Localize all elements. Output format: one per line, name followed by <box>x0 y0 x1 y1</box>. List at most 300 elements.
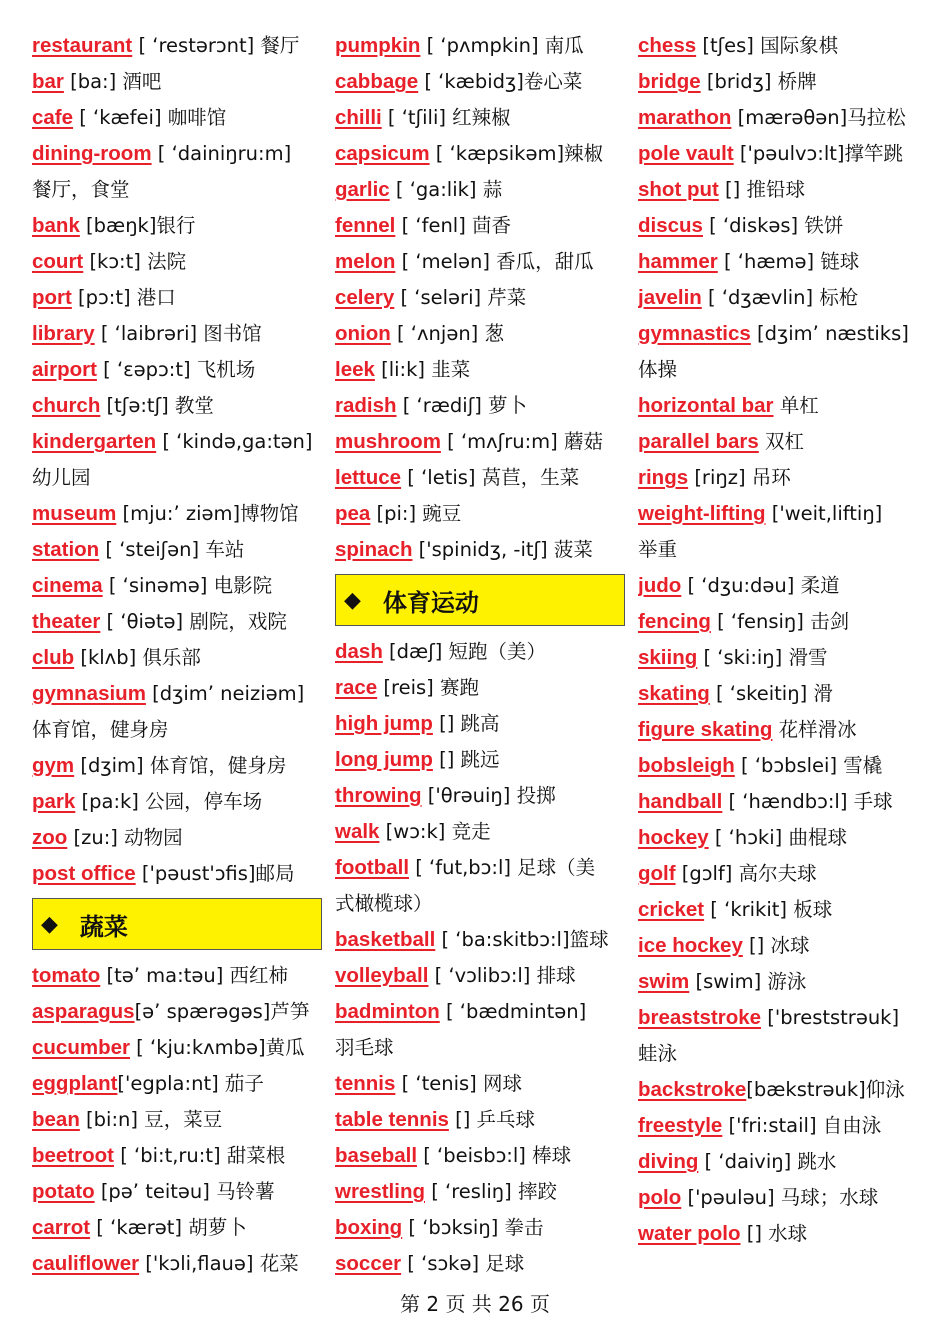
vocab-definition: [ ‘kæbidʒ]卷心菜 <box>418 70 583 93</box>
vocab-entry <box>638 928 928 964</box>
page-footer: 第 2 页 共 26 页 <box>400 1292 550 1316</box>
vocab-entry <box>638 568 928 604</box>
vocab-definition: [] 推铅球 <box>718 178 805 201</box>
vocab-definition: [ ‘bædmintən] <box>439 1000 587 1023</box>
vocab-definition: ['pəulvɔ:lt]撑竿跳 <box>733 142 903 165</box>
vocab-definition: [ ‘kæfei] 咖啡馆 <box>73 106 227 129</box>
vocab-entry <box>638 712 928 748</box>
vocab-definition: [ ‘kærət] 胡萝卜 <box>90 1216 247 1239</box>
vocab-word: breaststroke <box>638 1006 762 1029</box>
vocab-definition: [ ‘mʌʃru:m] 蘑菇 <box>440 430 603 453</box>
column-1 <box>32 28 322 1282</box>
col1b-list <box>32 958 322 1282</box>
vocab-definition: [ ‘ʌnjən] 葱 <box>390 322 504 345</box>
vocab-entry <box>638 640 928 676</box>
vocab-word: tomato <box>32 964 101 987</box>
vocab-definition: [ ‘seləri] 芹菜 <box>394 286 527 309</box>
vocab-word: discus <box>638 214 703 237</box>
vocab-definition: ['spinidʒ, -itʃ] 菠菜 <box>412 538 593 561</box>
vocab-definition: [ ‘ba:skitbɔ:l]篮球 <box>435 928 609 951</box>
vocab-entry <box>32 748 322 784</box>
vocab-word: pole vault <box>638 142 734 165</box>
vocab-definition-continued: 体育馆，健身房 <box>32 718 169 741</box>
vocab-word: church <box>32 394 101 417</box>
vocab-entry <box>32 958 322 994</box>
vocab-entry <box>335 670 625 706</box>
vocab-entry <box>335 388 625 424</box>
vocab-word: gymnasium <box>32 682 146 705</box>
vocab-entry <box>638 532 928 568</box>
vocab-word: museum <box>32 502 117 525</box>
vocab-entry <box>32 64 322 100</box>
vocab-definition: ['breststrəuk] <box>761 1006 900 1029</box>
vocab-definition: ['pəust'ɔfis]邮局 <box>135 862 295 885</box>
vocab-entry <box>32 856 322 892</box>
vocab-definition: [dʒim] 体育馆，健身房 <box>74 754 287 777</box>
vocab-entry <box>638 424 928 460</box>
vocab-definition: [ ‘melən] 香瓜，甜瓜 <box>395 250 594 273</box>
vocab-entry <box>638 280 928 316</box>
vocab-word: lettuce <box>335 466 402 489</box>
vocab-entry <box>32 352 322 388</box>
vocab-entry <box>638 208 928 244</box>
vocab-word: potato <box>32 1180 95 1203</box>
vocab-word: hockey <box>638 826 709 849</box>
vocab-definition: [ ‘steiʃən] 车站 <box>99 538 245 561</box>
vocab-entry <box>638 1000 928 1036</box>
vocab-definition: [] 冰球 <box>742 934 810 957</box>
vocab-word: beetroot <box>32 1144 114 1167</box>
vocab-entry <box>638 172 928 208</box>
vocab-word: golf <box>638 862 676 885</box>
vocab-word: handball <box>638 790 723 813</box>
vocab-definition: [ ‘θiətə] 剧院，戏院 <box>100 610 287 633</box>
vocab-definition: [reis] 赛跑 <box>377 676 479 699</box>
vocab-word: fencing <box>638 610 711 633</box>
vocab-definition: [klʌb] 俱乐部 <box>74 646 201 669</box>
vocab-entry <box>335 922 625 958</box>
vocab-word: melon <box>335 250 396 273</box>
vocab-word: figure skating <box>638 718 773 741</box>
vocab-entry <box>32 568 322 604</box>
col2b-list <box>335 634 625 1282</box>
vocab-entry <box>638 748 928 784</box>
vocab-entry <box>335 1066 625 1102</box>
diamond-bullet-icon: ◆ <box>344 587 361 613</box>
vocab-entry <box>335 496 625 532</box>
vocab-word: basketball <box>335 928 436 951</box>
vocab-entry <box>335 778 625 814</box>
vocab-definition: ['weit,liftiŋ] <box>765 502 883 525</box>
vocab-definition-continued: 餐厅，食堂 <box>32 178 130 201</box>
vocab-definition: [ ‘letis] 莴苣，生菜 <box>401 466 580 489</box>
vocab-word: restaurant <box>32 34 133 57</box>
vocab-word: kindergarten <box>32 430 157 453</box>
vocab-word: horizontal bar <box>638 394 774 417</box>
vocab-word: football <box>335 856 410 879</box>
vocab-definition: [ ‘dʒu:dəu] 柔道 <box>681 574 840 597</box>
vocab-definition: 花样滑冰 <box>772 718 857 741</box>
vocab-entry <box>335 316 625 352</box>
vocab-definition-continued: 体操 <box>638 358 678 381</box>
vocab-word: bridge <box>638 70 701 93</box>
vocab-entry <box>335 532 625 568</box>
vocab-definition: [bækstrəuk]仰泳 <box>746 1078 905 1101</box>
vocab-definition: [mærəθən]马拉松 <box>731 106 906 129</box>
vocab-entry <box>335 100 625 136</box>
vocab-word: chilli <box>335 106 382 129</box>
section-title: 蔬菜 <box>79 912 128 941</box>
vocab-word: capsicum <box>335 142 430 165</box>
vocab-entry <box>32 820 322 856</box>
vocab-definition: [pi:] 豌豆 <box>370 502 462 525</box>
vocab-definition: [bæŋk]银行 <box>79 214 196 237</box>
vocab-word: mushroom <box>335 430 441 453</box>
vocab-entry <box>638 100 928 136</box>
vocab-entry <box>638 64 928 100</box>
vocab-word: high jump <box>335 712 433 735</box>
vocab-definition: [bi:n] 豆，菜豆 <box>79 1108 223 1131</box>
vocab-word: backstroke <box>638 1078 747 1101</box>
vocab-entry <box>32 280 322 316</box>
vocab-definition: [ ‘diskəs] 铁饼 <box>702 214 844 237</box>
vocab-word: table tennis <box>335 1108 449 1131</box>
vocab-entry <box>32 604 322 640</box>
vocab-word: club <box>32 646 75 669</box>
vocab-word: pea <box>335 502 371 525</box>
vocab-word: polo <box>638 1186 682 1209</box>
vocab-word: cafe <box>32 106 74 129</box>
vocab-word: carrot <box>32 1216 91 1239</box>
vocab-word: court <box>32 250 84 273</box>
vocab-entry <box>335 814 625 850</box>
vocab-definition: [dæʃ] 短跑（美） <box>382 640 547 663</box>
vocab-definition: [mju:’ ziəm]博物馆 <box>116 502 299 525</box>
vocab-word: port <box>32 286 72 309</box>
vocab-definition: [ ‘sɔkə] 足球 <box>401 1252 525 1275</box>
vocab-entry <box>32 100 322 136</box>
vocab-word: ice hockey <box>638 934 743 957</box>
vocab-entry <box>335 634 625 670</box>
vocab-word: boxing <box>335 1216 403 1239</box>
vocab-definition-continued: 举重 <box>638 538 678 561</box>
vocab-definition: [gɔlf] 高尔夫球 <box>675 862 817 885</box>
vocab-word: cinema <box>32 574 103 597</box>
vocab-definition-continued: 式橄榄球） <box>335 892 433 915</box>
vocab-entry <box>32 1174 322 1210</box>
vocab-word: post office <box>32 862 136 885</box>
vocab-entry <box>638 388 928 424</box>
vocab-entry <box>32 676 322 712</box>
vocab-entry <box>335 1210 625 1246</box>
vocab-definition: [] 水球 <box>740 1222 808 1245</box>
vocab-definition: [ ‘kæpsikəm]辣椒 <box>429 142 604 165</box>
vocab-entry <box>32 1066 322 1102</box>
vocab-word: cabbage <box>335 70 419 93</box>
vocab-definition: [ ‘sinəmə] 电影院 <box>102 574 273 597</box>
vocab-entry <box>32 1210 322 1246</box>
vocab-definition: [ ‘hæmə] 链球 <box>717 250 860 273</box>
vocab-entry <box>638 316 928 352</box>
vocab-word: baseball <box>335 1144 418 1167</box>
vocab-definition: [swim] 游泳 <box>689 970 807 993</box>
vocab-word: skiing <box>638 646 698 669</box>
vocab-definition: [ ‘dʒævlin] 标枪 <box>701 286 859 309</box>
vocab-word: throwing <box>335 784 422 807</box>
vocab-entry <box>32 28 322 64</box>
vocab-word: gym <box>32 754 75 777</box>
vocab-entry <box>32 244 322 280</box>
vocab-entry <box>335 1138 625 1174</box>
vocab-definition: [ ‘kju:kʌmbə]黄瓜 <box>129 1036 305 1059</box>
vocab-entry <box>335 994 625 1030</box>
col3-list <box>638 28 928 1252</box>
vocab-definition: [tə’ ma:təu] 西红柿 <box>100 964 288 987</box>
vocab-word: theater <box>32 610 101 633</box>
vocab-entry <box>638 1144 928 1180</box>
vocab-definition: 双杠 <box>758 430 804 453</box>
vocab-definition: [ ‘daiviŋ] 跳水 <box>698 1150 837 1173</box>
vocab-definition: ['kɔli,flauə] 花菜 <box>139 1252 299 1275</box>
vocab-entry <box>32 136 322 172</box>
vocab-definition: [ ‘beisbɔ:l] 棒球 <box>417 1144 572 1167</box>
vocab-word: water polo <box>638 1222 741 1245</box>
vocab-definition: [ ‘tenis] 网球 <box>395 1072 522 1095</box>
vocab-entry <box>638 28 928 64</box>
vocab-definition: ['pəuləu] 马球；水球 <box>681 1186 879 1209</box>
vocab-word: pumpkin <box>335 34 421 57</box>
vocab-entry <box>638 676 928 712</box>
vocab-definition: [ ‘krikit] 板球 <box>704 898 833 921</box>
vocab-entry <box>32 388 322 424</box>
vocab-definition: [zu:] 动物园 <box>67 826 183 849</box>
section-header-sports <box>335 574 625 626</box>
vocab-word: marathon <box>638 106 732 129</box>
vocab-definition: [pa:k] 公园，停车场 <box>75 790 263 813</box>
vocab-definition: ['θrəuiŋ] 投掷 <box>421 784 556 807</box>
vocab-word: asparagus <box>32 1000 135 1023</box>
vocab-word: parallel bars <box>638 430 759 453</box>
vocab-entry <box>335 1246 625 1282</box>
vocab-word: weight-lifting <box>638 502 766 525</box>
vocab-word: race <box>335 676 378 699</box>
vocab-word: dash <box>335 640 383 663</box>
vocab-entry <box>32 1102 322 1138</box>
vocab-word: dining-room <box>32 142 152 165</box>
vocab-entry <box>638 1216 928 1252</box>
vocab-entry <box>335 742 625 778</box>
vocab-definition: [bridʒ] 桥牌 <box>700 70 817 93</box>
vocab-word: tennis <box>335 1072 396 1095</box>
vocab-definition: [] 乒乓球 <box>448 1108 536 1131</box>
vocab-word: park <box>32 790 76 813</box>
vocab-entry <box>335 706 625 742</box>
vocab-definition: [wɔ:k] 竞走 <box>379 820 491 843</box>
vocab-word: javelin <box>638 286 702 309</box>
column-2 <box>335 28 625 1282</box>
vocab-entry <box>32 460 322 496</box>
vocab-entry <box>638 496 928 532</box>
vocab-word: shot put <box>638 178 719 201</box>
vocab-entry <box>32 994 322 1030</box>
vocab-word: judo <box>638 574 682 597</box>
vocab-definition: [ ‘kində,ga:tən] <box>156 430 313 453</box>
vocab-entry <box>32 1030 322 1066</box>
vocab-definition: [ ‘tʃili] 红辣椒 <box>381 106 511 129</box>
vocab-word: library <box>32 322 95 345</box>
vocab-entry <box>335 136 625 172</box>
vocab-definition: [ ‘fensiŋ] 击剑 <box>710 610 850 633</box>
vocab-entry <box>335 244 625 280</box>
vocab-entry <box>32 208 322 244</box>
vocab-definition: [ ‘ɛəpɔ:t] 飞机场 <box>96 358 256 381</box>
vocab-definition: [li:k] 韭菜 <box>374 358 471 381</box>
vocab-definition: [kɔ:t] 法院 <box>83 250 187 273</box>
vocab-entry <box>335 424 625 460</box>
vocab-word: wrestling <box>335 1180 425 1203</box>
vocab-entry <box>638 1180 928 1216</box>
vocab-entry <box>335 1102 625 1138</box>
vocab-entry <box>32 172 322 208</box>
vocab-definition: [tʃə:tʃ] 教堂 <box>100 394 214 417</box>
vocab-definition-continued: 羽毛球 <box>335 1036 394 1059</box>
vocab-entry <box>32 1246 322 1282</box>
vocab-entry <box>335 1030 625 1066</box>
vocab-word: airport <box>32 358 97 381</box>
diamond-bullet-icon: ◆ <box>41 911 58 937</box>
vocab-definition: [tʃes] 国际象棋 <box>696 34 839 57</box>
vocab-entry <box>32 640 322 676</box>
vocab-entry <box>638 352 928 388</box>
vocab-word: walk <box>335 820 380 843</box>
vocab-word: long jump <box>335 748 433 771</box>
vocab-definition: [] 跳远 <box>432 748 500 771</box>
vocab-word: swim <box>638 970 690 993</box>
vocab-entry <box>638 820 928 856</box>
vocab-word: chess <box>638 34 697 57</box>
vocab-definition: [ ‘fenl] 茴香 <box>395 214 512 237</box>
vocab-entry <box>335 208 625 244</box>
vocab-word: spinach <box>335 538 413 561</box>
vocab-definition: [dʒim’ næstiks] <box>750 322 909 345</box>
vocab-entry <box>638 244 928 280</box>
vocab-word: rings <box>638 466 689 489</box>
vocab-entry <box>335 172 625 208</box>
vocab-entry <box>32 532 322 568</box>
vocab-word: freestyle <box>638 1114 723 1137</box>
column-3 <box>638 28 928 1252</box>
vocab-entry <box>335 280 625 316</box>
vocab-definition: [ ‘dainiŋru:m] <box>151 142 292 165</box>
vocab-entry <box>335 64 625 100</box>
vocab-word: cricket <box>638 898 705 921</box>
vocab-entry <box>638 784 928 820</box>
vocab-entry <box>638 604 928 640</box>
vocab-word: bar <box>32 70 64 93</box>
vocab-entry <box>335 886 625 922</box>
vocab-word: garlic <box>335 178 390 201</box>
vocab-entry <box>32 424 322 460</box>
vocab-word: radish <box>335 394 397 417</box>
vocab-entry <box>638 856 928 892</box>
vocab-entry <box>638 892 928 928</box>
vocab-definition: [pə’ teitəu] 马铃薯 <box>94 1180 275 1203</box>
vocab-word: bank <box>32 214 80 237</box>
vocab-definition: [pɔ:t] 港口 <box>71 286 176 309</box>
vocab-entry <box>335 28 625 64</box>
vocab-word: diving <box>638 1150 699 1173</box>
vocab-entry <box>335 352 625 388</box>
vocab-definition: [ ‘hɔki] 曲棍球 <box>708 826 847 849</box>
vocab-word: onion <box>335 322 391 345</box>
vocab-word: celery <box>335 286 395 309</box>
vocab-definition: [ə’ spærəgəs]芦笋 <box>134 1000 310 1023</box>
vocab-definition: [ ‘skeitiŋ] 滑 <box>709 682 833 705</box>
vocab-word: cauliflower <box>32 1252 140 1275</box>
vocab-entry <box>335 958 625 994</box>
vocab-entry <box>32 316 322 352</box>
vocab-definition: [ ‘rædiʃ] 萝卜 <box>396 394 528 417</box>
vocab-word: eggplant <box>32 1072 118 1095</box>
vocab-entry <box>32 496 322 532</box>
vocab-definition: [ ‘ga:lik] 蒜 <box>389 178 503 201</box>
vocab-word: soccer <box>335 1252 402 1275</box>
vocab-entry <box>335 1174 625 1210</box>
vocab-definition: [ ‘ski:iŋ] 滑雪 <box>697 646 828 669</box>
col2-list <box>335 28 625 568</box>
vocab-entry <box>335 850 625 886</box>
vocab-definition: [ ‘bɔbslei] 雪橇 <box>734 754 883 777</box>
vocab-entry <box>335 460 625 496</box>
section-header-vegetables <box>32 898 322 950</box>
vocab-word: gymnastics <box>638 322 751 345</box>
vocab-word: hammer <box>638 250 718 273</box>
vocab-definition: [ ‘vɔlibɔ:l] 排球 <box>428 964 576 987</box>
vocab-definition: [ ‘bi:t,ru:t] 甜菜根 <box>114 1144 286 1167</box>
vocab-definition: [ ‘resliŋ] 摔跤 <box>425 1180 557 1203</box>
vocab-definition: [] 跳高 <box>432 712 500 735</box>
col1-list <box>32 28 322 892</box>
vocab-definition: [ ‘laibrəri] 图书馆 <box>94 322 262 345</box>
vocab-word: badminton <box>335 1000 440 1023</box>
vocab-word: leek <box>335 358 375 381</box>
vocab-definition: 单杠 <box>773 394 819 417</box>
vocab-word: fennel <box>335 214 396 237</box>
vocab-word: cucumber <box>32 1036 130 1059</box>
vocab-definition: [dʒim’ neiziəm] <box>145 682 305 705</box>
vocab-definition: [ ‘hændbɔ:l] 手球 <box>722 790 893 813</box>
vocab-entry <box>638 1108 928 1144</box>
vocab-entry <box>638 1072 928 1108</box>
vocab-definition: ['fri:stail] 自由泳 <box>722 1114 882 1137</box>
vocab-word: volleyball <box>335 964 429 987</box>
vocab-word: station <box>32 538 100 561</box>
vocab-word: skating <box>638 682 710 705</box>
vocab-definition: [ba:] 酒吧 <box>63 70 162 93</box>
vocab-definition: ['egpla:nt] 茄子 <box>117 1072 264 1095</box>
vocab-word: bean <box>32 1108 80 1131</box>
vocab-definition-continued: 蛙泳 <box>638 1042 678 1065</box>
vocab-definition: [riŋz] 吊环 <box>688 466 791 489</box>
vocab-definition-continued: 幼儿园 <box>32 466 91 489</box>
vocab-definition: [ ‘fut,bɔ:l] 足球（美 <box>409 856 596 879</box>
vocab-word: zoo <box>32 826 68 849</box>
vocab-entry <box>32 1138 322 1174</box>
vocab-entry <box>638 964 928 1000</box>
vocab-definition: [ ‘restərɔnt] 餐厅 <box>132 34 300 57</box>
vocab-entry <box>32 784 322 820</box>
vocab-entry <box>638 136 928 172</box>
